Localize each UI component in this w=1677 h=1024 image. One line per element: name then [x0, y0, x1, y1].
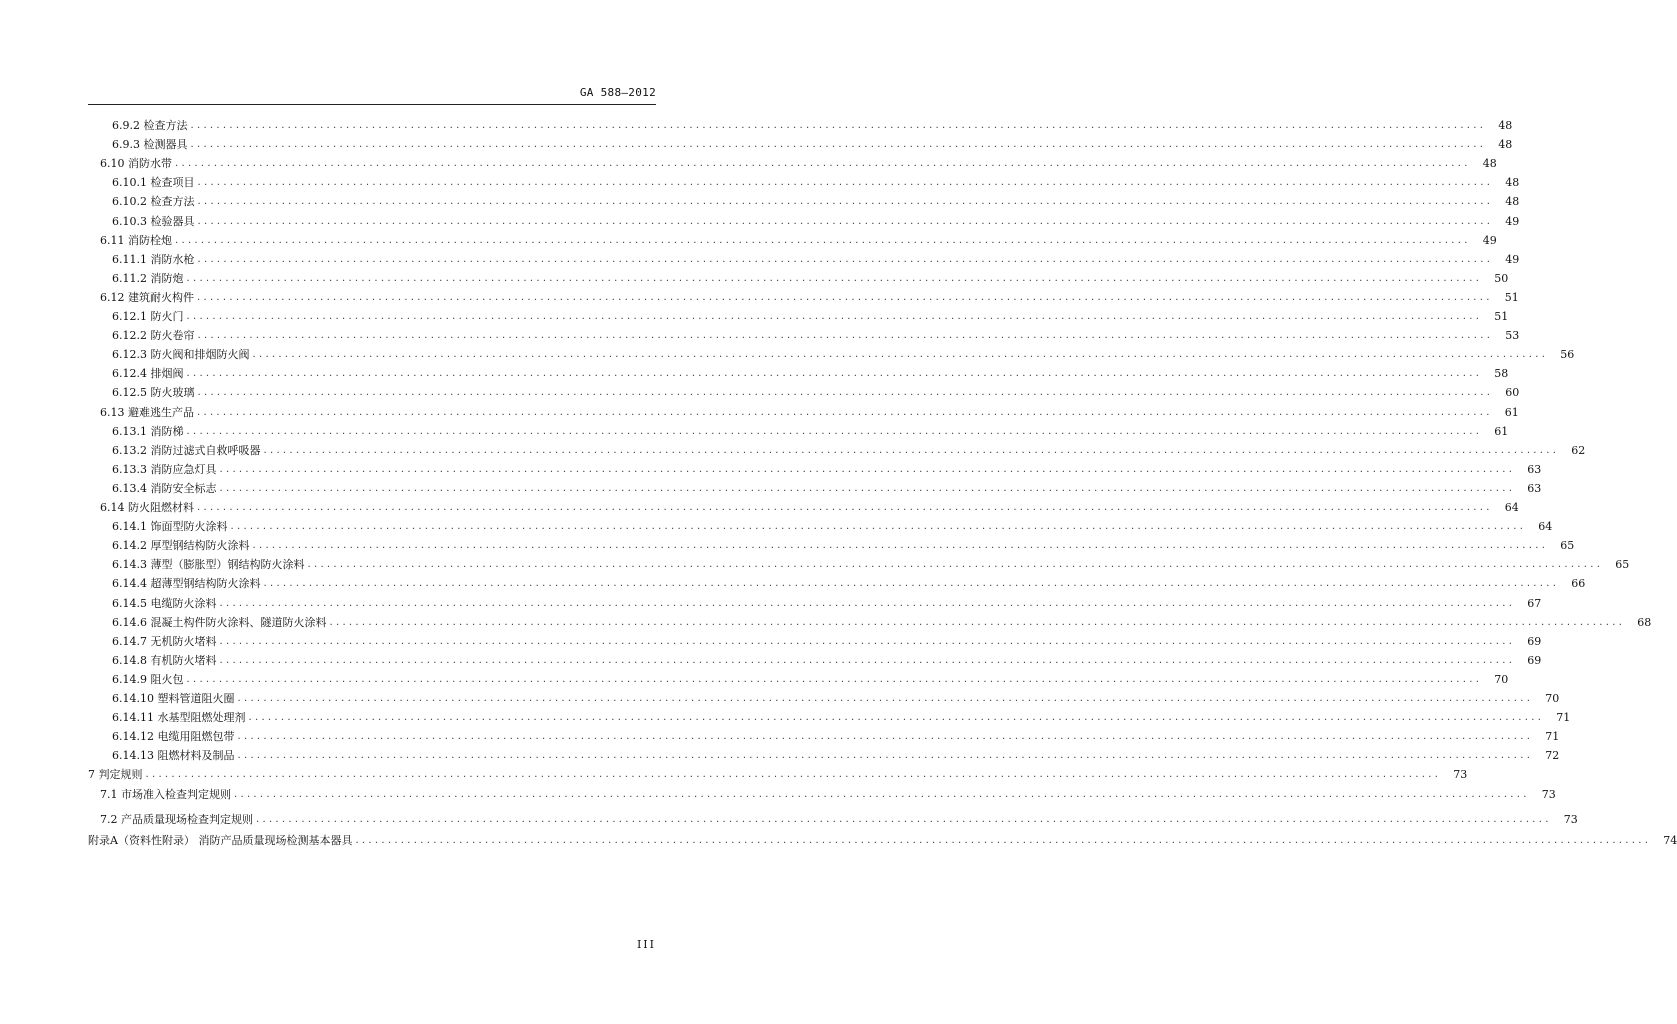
toc-entry-label: 7 判定规则	[88, 768, 143, 782]
toc-entry-label: 6.11 消防栓炮	[100, 233, 172, 247]
toc-entry-label: 6.13.3 消防应急灯具	[112, 462, 217, 476]
toc-dot-leader: ........................................................................................................................................................................................................	[219, 654, 1516, 666]
toc-entry[interactable]	[112, 612, 1652, 630]
toc-entry-page: 48	[1505, 195, 1520, 209]
toc-dot-leader: ........................................................................................................................................................................................................	[263, 578, 1560, 590]
toc-dot-leader: ........................................................................................................................................................................................................	[145, 769, 1442, 781]
toc-entry-label: 6.9.2 检查方法	[112, 119, 188, 132]
toc-entry[interactable]	[112, 344, 1575, 362]
toc-dot-leader: ........................................................................................................................................................................................................	[237, 750, 1534, 762]
toc-entry[interactable]	[100, 153, 1497, 171]
toc-entry-page: 69	[1527, 653, 1542, 667]
toc-entry-page: 63	[1527, 462, 1542, 476]
toc-entry-page: 70	[1545, 692, 1560, 705]
toc-entry-page: 61	[1504, 405, 1519, 419]
toc-entry-page: 49	[1482, 233, 1497, 247]
toc-dot-leader: ........................................................................................................................................................................................................	[197, 196, 1494, 208]
toc-entry-page: 73	[1541, 787, 1556, 801]
toc-entry[interactable]	[112, 211, 1520, 229]
toc-entry[interactable]	[112, 306, 1509, 324]
toc-entry-label: 6.12.4 排烟阀	[112, 367, 184, 381]
toc-dot-leader: ........................................................................................................................................................................................................	[252, 540, 1549, 552]
toc-entry-label: 6.11.1 消防水枪	[112, 252, 195, 266]
toc-dot-leader: ........................................................................................................................................................................................................	[234, 788, 1530, 800]
toc-entry-label: 6.14.6 混凝土构件防火涂料、隧道防火涂料	[112, 615, 327, 629]
toc-dot-leader: ........................................................................................................................................................................................................	[186, 673, 1483, 685]
toc-dot-leader: ........................................................................................................................................................................................................	[307, 559, 1604, 571]
toc-entry[interactable]	[112, 688, 1560, 706]
toc-entry[interactable]	[112, 707, 1571, 725]
toc-dot-leader: ........................................................................................................................................................................................................	[190, 139, 1487, 151]
toc-entry-label: 6.14.1 饰面型防火涂料	[112, 520, 228, 534]
toc-entry-label: 7.2 产品质量现场检查判定规则	[100, 812, 253, 826]
toc-dot-leader: ........................................................................................................................................................................................................	[197, 502, 1493, 513]
toc-entry[interactable]	[112, 363, 1509, 381]
toc-entry-label: 6.14 防火阻燃材料	[100, 501, 194, 514]
toc-entry-label: 6.14.13 阻燃材料及制品	[112, 749, 235, 763]
toc-entry-label: 6.12.5 防火玻璃	[112, 386, 195, 400]
toc-entry[interactable]	[112, 191, 1520, 209]
toc-entry-label: 6.14.4 超薄型钢结构防火涂料	[112, 577, 261, 591]
toc-entry-label: 6.14.3 薄型（膨胀型）钢结构防火涂料	[112, 558, 305, 572]
toc-dot-leader: ........................................................................................................................................................................................................	[219, 597, 1516, 609]
toc-entry-label: 6.10.2 检查方法	[112, 195, 195, 209]
toc-entry-label: 6.10.3 检验器具	[112, 214, 195, 228]
toc-dot-leader: ........................................................................................................................................................................................................	[355, 834, 1652, 846]
toc-entry-page: 72	[1545, 749, 1560, 763]
toc-entry-label: 6.10 消防水带	[100, 157, 172, 171]
toc-entry-label: 6.14.8 有机防火堵料	[112, 653, 217, 667]
toc-entry-label: 6.13.2 消防过滤式自救呼吸器	[112, 443, 261, 457]
toc-entry[interactable]	[112, 516, 1553, 534]
toc-dot-leader: ........................................................................................................................................................................................................	[197, 387, 1494, 399]
toc-entry[interactable]	[112, 421, 1509, 439]
toc-dot-leader: ........................................................................................................................................................................................................	[256, 813, 1552, 825]
page-number-roman: III	[636, 938, 656, 951]
toc-entry-page: 67	[1527, 596, 1542, 610]
toc-entry[interactable]	[112, 535, 1575, 553]
toc-entry-label: 6.14.10 塑料管道阻火圈	[112, 692, 235, 705]
toc-dot-leader: ........................................................................................................................................................................................................	[175, 158, 1471, 170]
toc-entry-label: 6.13 避难逃生产品	[100, 405, 194, 419]
toc-entry-label: 6.9.3 检测器具	[112, 138, 188, 152]
toc-entry-page: 48	[1498, 119, 1513, 132]
toc-dot-leader: ........................................................................................................................................................................................................	[263, 444, 1560, 456]
toc-entry-page: 73	[1563, 812, 1578, 826]
toc-entry[interactable]	[112, 554, 1630, 572]
toc-entry[interactable]	[100, 287, 1519, 305]
toc-dot-leader: ........................................................................................................................................................................................................	[197, 406, 1493, 418]
toc-entry-label: 6.14.12 电缆用阻燃包带	[112, 730, 235, 744]
toc-entry-page: 65	[1560, 539, 1575, 553]
toc-entry-page: 69	[1527, 634, 1542, 648]
toc-dot-leader: ........................................................................................................................................................................................................	[219, 463, 1516, 475]
toc-entry[interactable]	[88, 764, 1468, 782]
toc-entry[interactable]	[112, 325, 1520, 343]
toc-dot-leader: ........................................................................................................................................................................................................	[197, 177, 1494, 189]
toc-entry[interactable]	[88, 830, 1677, 848]
toc-entry[interactable]	[112, 115, 1513, 133]
toc-entry-page: 74	[1663, 833, 1677, 847]
toc-entry-page: 53	[1505, 329, 1520, 343]
toc-entry-page: 51	[1494, 310, 1509, 323]
toc-entry[interactable]	[112, 249, 1520, 267]
toc-entry-page: 73	[1453, 768, 1468, 782]
toc-entry-page: 63	[1527, 481, 1542, 495]
toc-dot-leader: ........................................................................................................................................................................................................	[175, 234, 1471, 246]
toc-dot-leader: ........................................................................................................................................................................................................	[197, 215, 1494, 227]
toc-entry[interactable]	[100, 497, 1519, 515]
toc-dot-leader: ........................................................................................................................................................................................................	[197, 330, 1494, 342]
toc-entry[interactable]	[112, 440, 1586, 458]
toc-entry-page: 66	[1571, 577, 1586, 591]
toc-entry-label: 附录A（资料性附录） 消防产品质量现场检测基本器具	[88, 833, 353, 847]
toc-entry[interactable]	[112, 631, 1542, 649]
toc-entry-label: 6.14.2 厚型钢结构防火涂料	[112, 539, 250, 553]
toc-entry-page: 48	[1498, 138, 1513, 152]
toc-entry[interactable]	[112, 134, 1513, 152]
toc-dot-leader: ........................................................................................................................................................................................................	[248, 712, 1545, 724]
toc-dot-leader: ........................................................................................................................................................................................................	[186, 311, 1483, 322]
toc-dot-leader: ........................................................................................................................................................................................................	[237, 693, 1534, 704]
toc-entry-page: 71	[1556, 711, 1571, 725]
toc-dot-leader: ........................................................................................................................................................................................................	[197, 291, 1493, 303]
toc-entry-label: 6.13.4 消防安全标志	[112, 481, 217, 495]
toc-entry-page: 65	[1615, 558, 1630, 572]
toc-dot-leader: ........................................................................................................................................................................................................	[252, 349, 1549, 361]
toc-entry-page: 60	[1505, 386, 1520, 400]
toc-entry-label: 6.14.7 无机防火堵料	[112, 634, 217, 648]
toc-entry-page: 68	[1637, 615, 1652, 629]
toc-entry[interactable]	[112, 478, 1542, 496]
toc-entry[interactable]	[112, 573, 1586, 591]
toc-entry[interactable]	[100, 809, 1578, 827]
toc-entry-page: 70	[1494, 672, 1509, 686]
toc-entry-label: 7.1 市场准入检查判定规则	[100, 787, 231, 801]
toc-entry-label: 6.12.2 防火卷帘	[112, 329, 195, 343]
toc-entry[interactable]	[112, 650, 1542, 668]
document-code: GA 588—2012	[579, 86, 656, 99]
toc-dot-leader: ........................................................................................................................................................................................................	[186, 425, 1483, 437]
toc-entry[interactable]	[112, 669, 1509, 687]
toc-entry-page: 64	[1504, 501, 1519, 514]
toc-entry-page: 51	[1504, 290, 1519, 304]
toc-entry[interactable]	[112, 593, 1542, 611]
toc-entry-page: 48	[1482, 157, 1497, 171]
toc-dot-leader: ........................................................................................................................................................................................................	[219, 482, 1516, 494]
toc-dot-leader: ........................................................................................................................................................................................................	[219, 635, 1516, 647]
toc-dot-leader: ........................................................................................................................................................................................................	[197, 253, 1494, 265]
toc-entry-page: 49	[1505, 214, 1520, 228]
toc-dot-leader: ........................................................................................................................................................................................................	[230, 521, 1527, 533]
toc-entry-label: 6.14.11 水基型阻燃处理剂	[112, 711, 246, 725]
header-rule	[88, 104, 656, 105]
toc-entry[interactable]	[112, 268, 1509, 286]
toc-entry[interactable]	[100, 230, 1497, 248]
toc-entry[interactable]	[112, 172, 1520, 190]
toc-entry-page: 48	[1505, 176, 1520, 190]
toc-entry-page: 64	[1538, 520, 1553, 534]
toc-entry-label: 6.13.1 消防梯	[112, 424, 184, 438]
toc-entry-label: 6.10.1 检查项目	[112, 176, 195, 190]
toc-dot-leader: ........................................................................................................................................................................................................	[329, 616, 1626, 628]
toc-entry-label: 6.11.2 消防炮	[112, 271, 184, 285]
toc-entry-label: 6.12 建筑耐火构件	[100, 290, 194, 304]
toc-dot-leader: ........................................................................................................................................................................................................	[190, 120, 1487, 131]
toc-entry-label: 6.12.3 防火阀和排烟防火阀	[112, 348, 250, 362]
toc-entry-page: 50	[1494, 271, 1509, 285]
toc-entry[interactable]	[112, 459, 1542, 477]
toc-dot-leader: ........................................................................................................................................................................................................	[186, 272, 1483, 284]
toc-entry-page: 71	[1545, 730, 1560, 744]
toc-dot-leader: ........................................................................................................................................................................................................	[237, 731, 1534, 743]
toc-entry-label: 6.14.5 电缆防火涂料	[112, 596, 217, 610]
toc-entry[interactable]	[112, 382, 1520, 400]
toc-entry-page: 56	[1560, 348, 1575, 362]
toc-entry[interactable]	[112, 745, 1560, 763]
toc-entry-page: 49	[1505, 252, 1520, 266]
toc-entry-page: 58	[1494, 367, 1509, 381]
toc-entry[interactable]	[100, 784, 1556, 802]
toc-entry-page: 62	[1571, 443, 1586, 457]
toc-entry-page: 61	[1494, 424, 1509, 438]
toc-entry[interactable]	[100, 402, 1519, 420]
toc-entry-label: 6.12.1 防火门	[112, 310, 184, 323]
toc-entry[interactable]	[112, 726, 1560, 744]
toc-dot-leader: ........................................................................................................................................................................................................	[186, 368, 1483, 380]
toc-entry-label: 6.14.9 阻火包	[112, 672, 184, 686]
